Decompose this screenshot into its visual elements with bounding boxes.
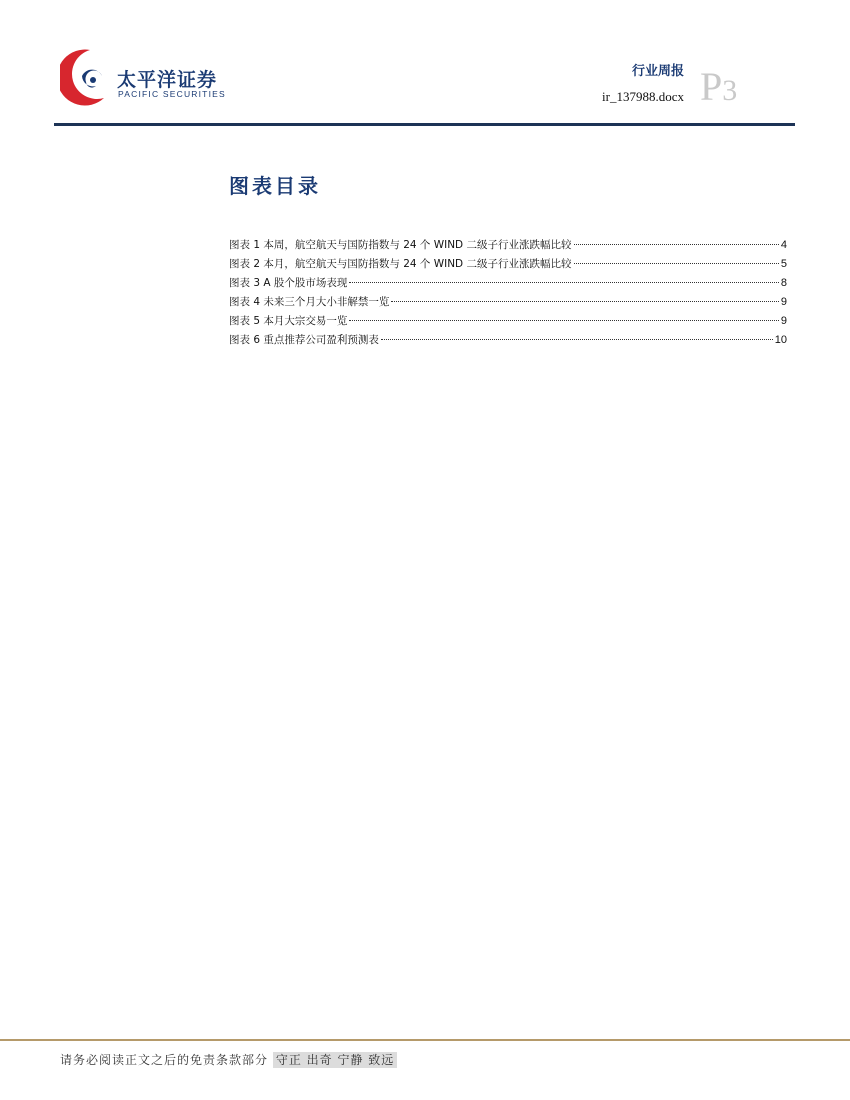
report-type: 行业周报 (631, 64, 684, 79)
toc-item[interactable] (229, 312, 787, 331)
page-number (700, 63, 737, 110)
toc-item[interactable] (229, 255, 787, 274)
toc-leader-dots (349, 319, 779, 321)
toc-title: 图表目录 (229, 174, 321, 198)
disclaimer-notice: 请务必阅读正文之后的免责条款部分 (60, 1053, 269, 1067)
page-number-value: 3 (722, 74, 738, 107)
footer-divider (0, 1039, 850, 1041)
toc-item-page: 10 (774, 334, 787, 346)
toc-leader-dots (391, 300, 779, 302)
toc-item[interactable] (229, 236, 787, 255)
toc-item[interactable] (229, 331, 787, 350)
footer (60, 1051, 397, 1068)
pacific-securities-logo-icon (60, 46, 112, 110)
toc-item-text: 图表 1 本周，航空航天与国防指数与 24 个 WIND 二级子行业涨跌幅比较 (229, 239, 572, 251)
document-filename: ir_137988.docx (602, 89, 684, 104)
toc-leader-dots (574, 262, 779, 264)
toc-item-page: 9 (780, 296, 787, 308)
toc-item-page: 4 (780, 239, 787, 251)
toc-item-page: 5 (780, 258, 787, 270)
toc-leader-dots (349, 281, 778, 283)
page-number-letter: P (700, 64, 723, 109)
company-logo (60, 46, 240, 110)
toc-leader-dots (574, 243, 779, 245)
toc-item-text: 图表 5 本月大宗交易一览 (229, 315, 348, 327)
toc-leader-dots (381, 338, 773, 340)
toc-item[interactable] (229, 293, 787, 312)
company-motto: 守正 出奇 宁静 致远 (273, 1052, 397, 1068)
header-divider (54, 123, 795, 126)
logo-english-name: PACIFIC SECURITIES (118, 89, 226, 99)
toc-item[interactable] (229, 274, 787, 293)
toc-item-text: 图表 3 A 股个股市场表现 (229, 277, 348, 289)
toc-item-page: 9 (780, 315, 787, 327)
toc-item-text: 图表 2 本月，航空航天与国防指数与 24 个 WIND 二级子行业涨跌幅比较 (229, 258, 572, 270)
toc-item-text: 图表 6 重点推荐公司盈利预测表 (229, 334, 379, 346)
toc-list (229, 236, 787, 350)
logo-chinese-name: 太平洋证券 (117, 69, 218, 91)
toc-item-text: 图表 4 未来三个月大小非解禁一览 (229, 296, 390, 308)
toc-item-page: 8 (780, 277, 787, 289)
